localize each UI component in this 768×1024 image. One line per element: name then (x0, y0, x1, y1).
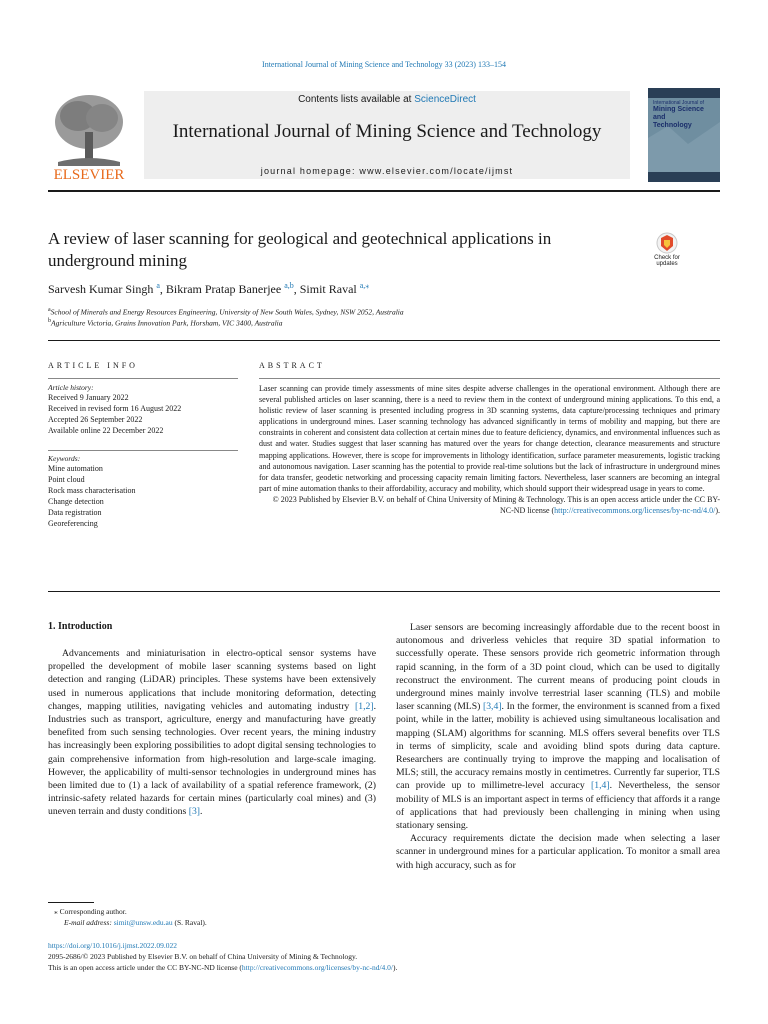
abstract-bottom-rule (48, 591, 720, 592)
history-item: Received 9 January 2022 (48, 393, 129, 402)
body-paragraph: Accuracy requirements dictate the decision made when selecting a laser scanner in underground mines for a particular application. To monitor a small area with high accuracy, such as for (396, 833, 720, 871)
article-history (48, 383, 248, 436)
history-label: Article history: (48, 383, 94, 392)
elsevier-wordmark: ELSEVIER (53, 167, 125, 182)
body-text: Advancements and miniaturisation in electro-optical sensor systems have propelled the development of mobile laser scanning systems based on light detection and ranging (LiDAR) principles. These systems have been extensively used in numerous applications that include monitoring deformation, detecting changes, mapping utilities, navigating vehicles and automating industry (48, 648, 376, 712)
affiliation-b (48, 318, 283, 328)
citation-link[interactable]: [3] (188, 806, 201, 818)
keyword: Georeferencing (48, 519, 98, 528)
copyright-text: © 2023 Published by Elsevier B.V. on behalf of China University of Mining & Technology. This is an open access article under the CC BY-NC-ND license ( (272, 494, 720, 516)
article-info-rule (48, 378, 238, 379)
contents-line (144, 94, 630, 105)
body-paragraph (48, 647, 376, 819)
author-name: Sarvesh Kumar Singh (48, 282, 154, 296)
masthead-rule (48, 190, 720, 192)
citation-link[interactable]: [1,2] (355, 700, 374, 712)
journal-title: International Journal of Mining Science and Technology (172, 121, 602, 142)
sciencedirect-link[interactable]: ScienceDirect (414, 94, 476, 105)
oa-suffix: ). (392, 963, 398, 972)
journal-cover-image (648, 88, 720, 182)
open-access-line (48, 963, 397, 973)
author-affiliation-mark[interactable]: a,⁎ (359, 281, 370, 290)
keywords-block (48, 454, 248, 529)
email-label: E-mail address: (64, 918, 114, 927)
check-updates-label: Check for updates (654, 255, 680, 267)
check-updates-icon (646, 232, 688, 254)
running-header[interactable]: International Journal of Mining Science and Technology 33 (2023) 133–154 (262, 60, 506, 69)
keyword: Point cloud (48, 475, 85, 484)
cover-title (653, 100, 704, 130)
author-name: Simit Raval (299, 282, 357, 296)
cover-title-line: International Journal of (653, 100, 704, 106)
author-separator: , (293, 282, 300, 296)
elsevier-tree-logo (48, 88, 130, 182)
body-right-column (396, 621, 720, 872)
license-link[interactable]: http://creativecommons.org/licenses/by-nc-nd/4.0/ (554, 506, 716, 516)
abstract-rule (259, 378, 720, 379)
email-suffix: (S. Raval). (172, 918, 207, 927)
oa-prefix: This is an open access article under the CC BY-NC-ND license ( (48, 963, 242, 972)
affiliation-mark: b (48, 318, 51, 324)
author-list (48, 281, 369, 297)
abstract-body (259, 383, 720, 516)
cover-title-line: Mining Science (653, 106, 704, 113)
oa-license-link[interactable]: http://creativecommons.org/licenses/by-nc-nd/4.0/ (241, 963, 393, 972)
cover-title-line: Technology (653, 122, 692, 129)
history-item: Available online 22 December 2022 (48, 426, 164, 435)
body-paragraph (396, 621, 720, 832)
cover-title-line: and (653, 114, 666, 121)
keyword: Change detection (48, 497, 104, 506)
keyword: Mine automation (48, 464, 103, 473)
article-title: A review of laser scanning for geological and geotechnical applications in underground mining (48, 229, 552, 270)
abstract-text: Laser scanning can provide timely assessments of mine sites despite adverse challenges in the operational environment. Although there are several published articles on laser scanning, there is a need to review them in the context of underground mining applications. To this end, a holistic review of laser scanning is presented including progress in 3D scanning systems, data capture/processing techniques and primary applications in underground mines. Laser scanning technology has advanced significantly in terms of mobility and mapping, but there are constraints in coherent and consistent data collection at certain mines due to feature deficiency, dynamics, and environmental influences such as dust and water. Studies suggest that laser scanning has matured over the years for change detection, clearance measurements and structure mapping applications. However, there is scope for improvements in lithology identification, surface parameter measurements, logistic tracking and autonomous navigation. Laser scanning has the potential to provide real-time solutions but the lack of infrastructure in underground mines for data transfer, geodetic networking and processing capacity remain limiting factors. Nevertheless, laser scanners are becoming an integral part of mine automation thanks to their affordability, accuracy and mobility, which should support their widespread usage in years to come. (259, 384, 720, 493)
affiliation-a (48, 307, 404, 317)
history-item: Accepted 26 September 2022 (48, 415, 143, 424)
body-left-column (48, 647, 376, 819)
check-for-updates-badge[interactable] (646, 232, 688, 272)
citation-link[interactable]: [3,4] (482, 701, 502, 713)
body-text: . In the former, the environment is scanned from a fixed point, while in the latter, mobility is achieved using simultaneous localisation and mapping (SLAM) algorithms for scanning. MLS offers several benefits over TLS in terms of simplicity, scale and avoiding blind spots during data capture. Researchers are continually trying to improve the mapping and localisation of MLS; still, the accuracy remains mostly in centimetres. Currently far superior, TLS can provide up to millimetre-level accuracy (396, 701, 720, 792)
history-item: Received in revised form 16 August 2022 (48, 404, 182, 413)
email-note (64, 918, 207, 927)
keyword: Data registration (48, 508, 102, 517)
copyright-end: ). (715, 506, 720, 516)
section-heading: 1. Introduction (48, 621, 113, 632)
keywords-rule (48, 450, 238, 451)
section-rule (48, 340, 720, 341)
body-text: . (200, 806, 203, 818)
email-link[interactable]: simit@unsw.edu.au (113, 918, 173, 927)
keyword: Rock mass characterisation (48, 486, 136, 495)
article-info-heading: ARTICLE INFO (48, 361, 138, 370)
author-separator: , (159, 282, 166, 296)
citation-link[interactable]: [1,4] (591, 780, 610, 792)
abstract-copyright (259, 494, 720, 516)
affiliation-text: School of Minerals and Energy Resources Engineering, University of New South Wales, Sydney, NSW 2052, Australia (50, 307, 404, 317)
doi-link[interactable]: https://doi.org/10.1016/j.ijmst.2022.09.022 (48, 941, 178, 950)
contents-prefix: Contents lists available at (298, 94, 415, 105)
body-text: . Industries such as transport, agriculture, energy and manufacturing have greatly benefited from such sensing technologies. Over recent years, the mining industry has increasingly been exploring possibilities to adopt digital sensing technologies to gain comprehensive information from high-resolution and large-scale imaging. However, the applicability of multi-sensor technologies in underground mines has been limited due to (1) a lack of availability of a spatial reference framework, (2) intrinsic-safety related hazards for certain mines (particularly coal mines) and (3) uneven terrain and dusty conditions (48, 700, 376, 818)
footnote-rule (48, 902, 94, 903)
affiliation-mark: a (48, 307, 51, 313)
body-text: Laser sensors are becoming increasingly affordable due to the recent boost in autonomous and driverless vehicles that require 3D spatial information to successfully operate. These sensors provide rich geometric information through rapid scanning, in the form of a 3D point cloud, which can be used to digitally reconstruct the environment. The current means of producing point clouds in underground mines mainly involve terrestrial laser scanning (TLS) and mobile laser scanning (MLS) (396, 622, 720, 713)
journal-homepage[interactable]: journal homepage: www.elsevier.com/locate/ijmst (260, 166, 514, 176)
abstract-heading: ABSTRACT (259, 361, 325, 370)
journal-masthead (48, 88, 720, 182)
author-affiliation-mark[interactable]: a,b (284, 281, 294, 290)
body-text: . Nevertheless, the sensor mobility of MLS is an important aspect in terms of efficiency that affords it a range of applications that had previously been challenging in mining when using stationary sensing. (396, 780, 721, 832)
author-affiliation-mark[interactable]: a (156, 281, 160, 290)
corresponding-author-note: ⁎ Corresponding author. (54, 907, 127, 916)
affiliation-text: Agriculture Victoria, Grains Innovation Park, Horsham, VIC 3400, Australia (51, 318, 283, 328)
issn-line: 2095-2686/© 2023 Published by Elsevier B.V. on behalf of China University of Mining & Technology. (48, 952, 358, 961)
keywords-label: Keywords: (48, 454, 81, 463)
author-name: Bikram Pratap Banerjee (165, 282, 282, 296)
